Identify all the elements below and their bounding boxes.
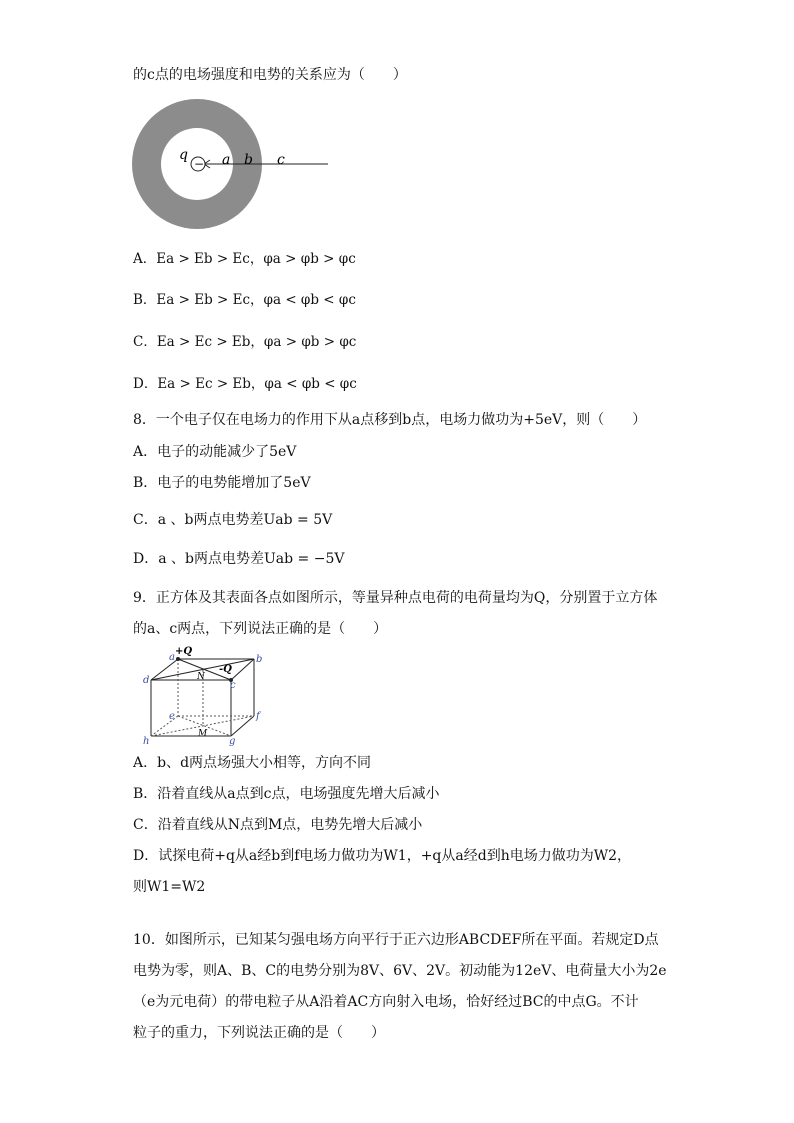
- q7-figure: [130, 97, 330, 229]
- charge-sign: −: [194, 157, 205, 171]
- cube-label-M: M: [198, 729, 208, 739]
- cube-label-plusQ: +Q: [175, 646, 193, 657]
- q9-option-d-cont: 则W1=W2: [133, 879, 206, 895]
- q9-stem-line1: 9．正方体及其表面各点如图所示，等量异种点电荷的电荷量均为Q，分别置于立方体: [133, 590, 658, 606]
- q9-stem-line2: 的a、c两点，下列说法正确的是（ ）: [133, 621, 388, 637]
- q8-option-c: C．a 、b两点电势差Uab = 5V: [133, 512, 333, 528]
- q7-option-b: B．Ea > Eb > Ec，φa < φb < φc: [133, 292, 356, 308]
- q8-stem: 8．一个电子仅在电场力的作用下从a点移到b点，电场力做功为+5eV，则（ ）: [133, 412, 647, 428]
- q10-line4: 粒子的重力，下列说法正确的是（ ）: [133, 1025, 385, 1041]
- cube-label-e: e: [169, 711, 175, 722]
- q9-option-c: C．沿着直线从N点到M点，电势先增大后减小: [133, 817, 423, 833]
- q8-option-a: A．电子的动能减少了5eV: [133, 444, 297, 460]
- q7-intro: 的c点的电场强度和电势的关系应为（ ）: [133, 67, 407, 83]
- cube-label-d: d: [143, 675, 150, 686]
- q9-option-b: B．沿着直线从a点到c点，电场强度先增大后减小: [133, 786, 440, 802]
- cube-label-h: h: [143, 736, 150, 746]
- cube-label-c: c: [230, 680, 236, 691]
- q10-line3: （e为元电荷）的带电粒子从A沿着AC方向射入电场，恰好经过BC的中点G。不计: [133, 994, 639, 1010]
- q7-option-a: A．Ea > Eb > Ec，φa > φb > φc: [133, 251, 356, 267]
- label-c: c: [277, 152, 285, 168]
- label-a: a: [222, 152, 231, 168]
- q8-option-d: D．a 、b两点电势差Uab = −5V: [133, 551, 345, 567]
- q9-option-d: D．试探电荷+q从a经b到f电场力做功为W1，+q从a经d到h电场力做功为W2，: [133, 848, 632, 864]
- q8-option-b: B．电子的电势能增加了5eV: [133, 475, 311, 491]
- cube-label-f: f: [256, 711, 260, 722]
- cube-label-minusQ: -Q: [219, 664, 232, 675]
- q7-option-c: C．Ea > Ec > Eb，φa > φb > φc: [133, 334, 357, 350]
- q10-line2: 电势为零，则A、B、C的电势分别为8V、6V、2V。初动能为12eV、电荷量大小为2e: [133, 963, 667, 979]
- label-b: b: [244, 152, 253, 168]
- label-q: q: [179, 147, 188, 163]
- q7-option-d: D．Ea > Ec > Eb，φa < φb < φc: [133, 376, 357, 392]
- q9-option-a: A．b、d两点场强大小相等，方向不同: [133, 755, 372, 771]
- cube-label-b: b: [256, 654, 263, 665]
- cube-label-N: N: [197, 672, 205, 682]
- cube-label-a: a: [169, 652, 175, 663]
- q9-cube-figure: [142, 646, 270, 746]
- cube-label-g: g: [229, 736, 236, 746]
- q10-line1: 10．如图所示，已知某匀强电场方向平行于正六边形ABCDEF所在平面。若规定D点: [133, 932, 659, 948]
